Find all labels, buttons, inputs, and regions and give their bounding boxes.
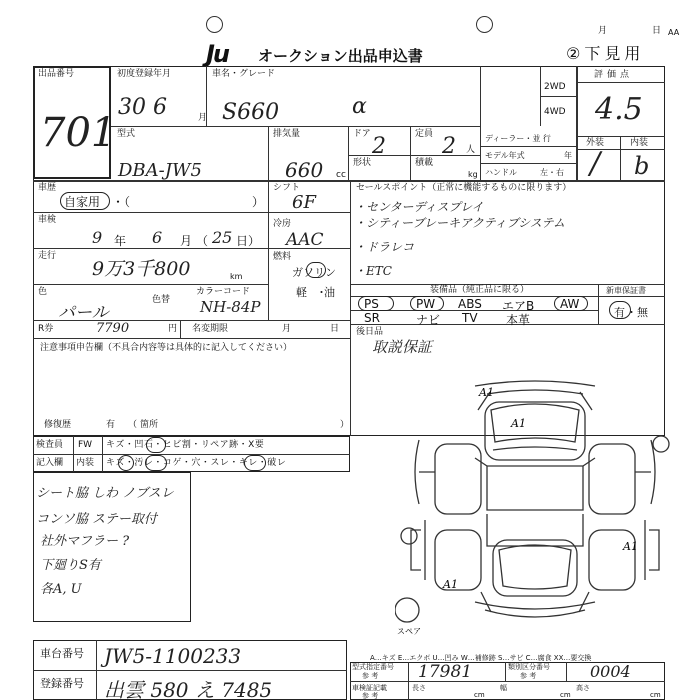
limit-day: 日 (330, 324, 340, 334)
drive-2wd: 2WD (544, 82, 566, 92)
fuel-circle (306, 262, 326, 278)
car-value: S660 (222, 100, 280, 125)
cert-label: 車検証記載 (352, 684, 387, 692)
equip-ps: PS (364, 297, 379, 311)
shape-label: 形状 (353, 158, 372, 168)
fuel-gas: ガソリン (292, 266, 336, 279)
model-value: DBA-JW5 (118, 160, 202, 181)
seats-label: 定員 (415, 129, 434, 139)
interior-label: 内装 (630, 138, 649, 148)
mark-circle-2 (145, 455, 167, 471)
repair-yes: 有 (106, 420, 116, 430)
after-value: 取説保証 (372, 338, 433, 356)
type-no-ref: 参 考 (362, 672, 379, 680)
repair-label: 修復歴 (44, 420, 72, 430)
diagram-mark-4: A1 (443, 578, 458, 591)
color-code-label: カラーコード (196, 287, 251, 297)
inspection-label: 車検 (38, 215, 57, 225)
dealer-parallel: ディーラー・並 行 (485, 134, 551, 143)
disp-label: 排気量 (273, 129, 301, 139)
fw-items: キズ・凹石・ヒビ割・リペア跡・X要 (106, 440, 265, 450)
repair-close: ） (340, 420, 350, 430)
doors-label: ドア (353, 129, 371, 139)
memo-line-5: 各A, U (40, 582, 82, 597)
width-unit: cm (560, 691, 571, 699)
width-label: 幅 (500, 684, 507, 692)
class-no-label: 類別区分番号 (508, 663, 550, 671)
length-unit: cm (474, 691, 485, 699)
selling-item-1: ・センターディスプレイ (354, 200, 484, 214)
repair-place: 箇所 (140, 420, 159, 430)
copy-label: ②下見用 (566, 44, 645, 63)
cooling-value: AAC (286, 230, 324, 250)
length-label: 長さ (412, 684, 426, 692)
color-value: パール (58, 303, 109, 323)
month-label: 月 (598, 26, 608, 36)
lot-number: 701 (40, 110, 117, 156)
mark-circle-3 (244, 455, 266, 471)
color-label: 色 (38, 287, 48, 297)
fuel-oil: 油 (324, 286, 335, 299)
spare-circle (395, 598, 419, 622)
plate-value: 出雲 580 え 7485 (104, 678, 273, 700)
reg-month: 月 (198, 113, 208, 123)
load-label: 積載 (415, 158, 434, 168)
diagram-mark-3: A1 (623, 540, 638, 553)
type-no-label: 型式指定番号 (352, 663, 394, 671)
disp-unit: cc (336, 170, 346, 180)
inspection-year-val: 9 (92, 228, 103, 247)
history-rest: ・（ (112, 195, 131, 209)
exterior-grade: / (590, 146, 601, 181)
load-unit: kg (468, 170, 478, 179)
equip-label: 装備品（純正品に限る） (430, 285, 530, 295)
pw-circle (410, 296, 444, 311)
recycle-yen: 円 (168, 324, 178, 334)
ju-logo: Ju (206, 40, 229, 68)
mark-circle-1 (118, 455, 134, 471)
diagram-mark-2: A1 (511, 417, 526, 430)
chassis-value: JW5-1100233 (104, 644, 242, 668)
mileage-label: 走行 (38, 251, 57, 261)
mark-circle-4 (146, 437, 166, 453)
equip-sr: SR (364, 311, 380, 325)
fw-label: FW (78, 440, 93, 450)
equip-airbag: エアB (502, 299, 535, 313)
chassis-label: 車台番号 (40, 647, 84, 660)
history-label: 車歴 (38, 183, 57, 193)
equip-tv: TV (462, 311, 478, 325)
grade-label: 評価点 (594, 70, 634, 80)
cert-ref: 参 考 (362, 692, 379, 700)
mileage-unit: km (230, 272, 243, 281)
handle-label: ハンドル (485, 168, 517, 177)
model-label: 型式 (117, 129, 136, 139)
shift-label: シフト (273, 183, 301, 193)
form-title: オークション出品申込書 (258, 47, 423, 65)
equip-navi: ナビ (416, 313, 441, 327)
memo-line-4: 下廻りS有 (40, 558, 101, 573)
model-year-unit: 年 (564, 151, 572, 160)
interior-inspect-label: 内装 (76, 458, 95, 468)
aw-circle (554, 296, 588, 311)
warranty-yes: 有 (614, 306, 625, 319)
limit-label: 名変期限 (192, 324, 229, 334)
drive-4wd: 4WD (544, 107, 566, 117)
recycle-value: 7790 (96, 321, 130, 336)
mileage-value: 9万3千800 (92, 258, 191, 280)
interior-grade: b (634, 152, 650, 180)
car-diagram (395, 380, 675, 642)
inspection-month-val: 6 (152, 228, 163, 247)
interior-items: キズ・汚レ・コゲ・穴・スレ・キレ・破レ (106, 458, 287, 468)
equip-pw: PW (416, 297, 436, 311)
cooling-label: 冷房 (273, 219, 292, 229)
ps-circle (358, 296, 394, 311)
selling-item-2: ・シティーブレーキアクティブシステム (354, 216, 565, 230)
memo-line-2: コンソ脇 ステー取付 (36, 512, 157, 527)
disp-value: 660 (285, 158, 324, 182)
inspection-year: 年 (114, 234, 127, 248)
inspection-day: 日） (236, 234, 261, 248)
history-value: 自家用 (64, 195, 101, 209)
after-label: 後日品 (356, 327, 384, 337)
memo-line-1: シート脇 しわ ノブスレ (36, 486, 174, 501)
class-no-value: 0004 (590, 662, 631, 681)
equip-leather: 本革 (506, 313, 531, 327)
seats-value: 2 (442, 134, 456, 159)
doors-value: 2 (372, 134, 386, 159)
reg-label: 初度登録年月 (117, 69, 172, 79)
exterior-label: 外装 (586, 138, 605, 148)
color-code: NH-84P (200, 298, 261, 316)
seats-unit: 人 (466, 145, 476, 155)
warranty-circle (609, 301, 631, 319)
type-no-value: 17981 (418, 662, 473, 682)
shift-value: 6F (292, 192, 316, 213)
legend: A…キズ E…エクボ U…凹み W…補修跡 S…サビ C…腐食 XX…要交換 (370, 654, 592, 662)
warranty-label: 新車保証書 (606, 286, 646, 295)
inspector-label-1: 検査員 (36, 440, 64, 450)
equip-aw: AW (560, 297, 580, 311)
binder-hole-right (476, 16, 493, 33)
car-extra: α (352, 94, 367, 119)
diagram-mark-1: A1 (479, 386, 494, 399)
selling-item-4: ・ETC (354, 264, 392, 278)
memo-line-3: 社外マフラー ? (40, 534, 130, 549)
day-label: 日 (652, 26, 662, 36)
limit-month: 月 (282, 324, 292, 334)
grade-value: 4.5 (595, 92, 643, 127)
inspector-label-2: 記入欄 (36, 458, 64, 468)
handle-lr: 左・右 (540, 168, 564, 177)
notes-label: 注意事項申告欄（不具合内容等は具体的に記入してください） (40, 343, 293, 353)
equip-abs: ABS (458, 297, 482, 311)
selling-item-3: ・ドラレコ (354, 240, 415, 254)
class-no-ref: 参 考 (520, 672, 537, 680)
car-label: 車名・グレード (212, 69, 276, 79)
height-unit: cm (650, 691, 661, 699)
history-close: ） (252, 195, 265, 209)
inspection-day-val: 25 (212, 228, 233, 247)
lot-label: 出品番号 (38, 69, 75, 79)
plate-label: 登録番号 (40, 677, 84, 690)
recycle-label: R券 (38, 324, 54, 334)
height-label: 高さ (576, 684, 590, 692)
reg-value: 30 6 (118, 95, 167, 120)
binder-hole-left (206, 16, 223, 33)
fuel-light: 軽 (296, 286, 307, 299)
model-year-label: モデル年式 (485, 151, 525, 160)
inspection-month: 月 (180, 234, 193, 248)
warranty-no: ・無 (626, 306, 648, 319)
selling-label: セールスポイント（正常に機能するものに限ります） (356, 183, 572, 193)
color-change: 色替 (152, 295, 171, 305)
fuel-label: 燃料 (273, 252, 292, 262)
spare-label: スペア (397, 627, 421, 636)
aa-label: AA (668, 28, 680, 37)
